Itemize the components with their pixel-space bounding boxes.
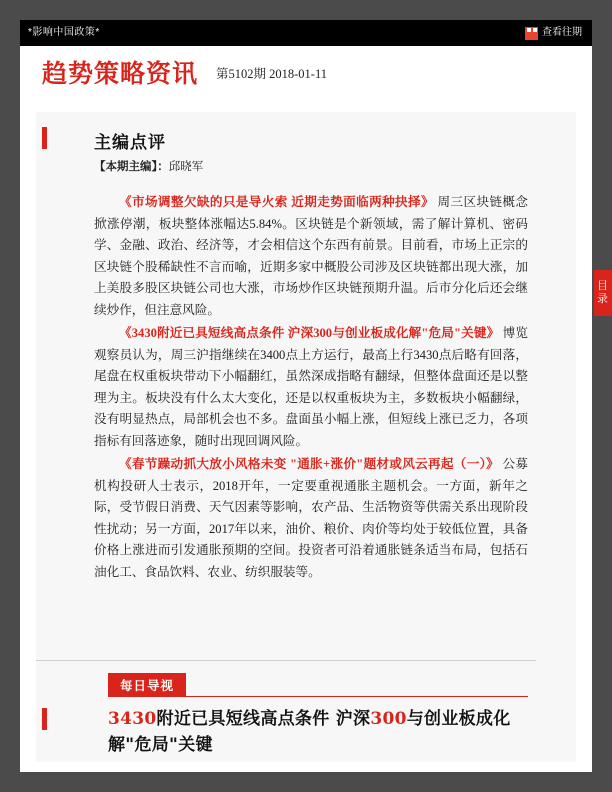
editor-byline xyxy=(94,158,203,174)
issue-info: 第5102期 2018-01-11 xyxy=(216,67,327,81)
qr-code-icon xyxy=(525,27,538,40)
article-paragraph xyxy=(94,454,528,583)
article-headline-link[interactable]: 《春节躁动抓大放小风格未变 "通胀+涨价"题材或风云再起（一）》 xyxy=(119,457,500,471)
article-paragraph xyxy=(94,323,528,452)
editor-name: 邱晓军 xyxy=(168,161,204,173)
headline-number: 3430 xyxy=(108,709,157,729)
headline-text: 附近已具短线高点条件 沪深 xyxy=(156,709,371,729)
past-issues-link[interactable] xyxy=(525,20,582,46)
editor-label: 【本期主编】： xyxy=(94,161,169,173)
headline-number: 300 xyxy=(370,709,407,729)
masthead xyxy=(20,46,592,104)
guide-divider xyxy=(36,660,536,661)
article-text: 公募机构投研人士表示，2018开年，一定要重视通胀主题机会。一方面，新年之际，受节假日消费、天气因素等影响，农产品、生活物资等供需关系出现阶段性扰动；另一方面，2017年以来，油价、粮价、肉价等均处于较低位置，具备价格上涨进而引发通胀预期的空间。投资者可沿着通胀链条适当布局，包括石油化工、食品饮料、农业、纺织服装等。 xyxy=(94,457,528,579)
catalog-tab[interactable]: 目录 xyxy=(594,270,612,316)
article-paragraph xyxy=(94,192,528,321)
article-text: 博览观察员认为，周三沪指继续在3400点上方运行，最高上行3430点后略有回落，尾盘在权重板块带动下小幅翻红，虽然深成指略有翻绿，但整体盘面还是以整理为主。板块没有什么太大变化，还是以权重板块为主，多数板块小幅翻绿，没有明显热点，局部机会也不多。盘面虽小幅上涨，但短线上涨已乏力，各项指标有回落迹象，随时出现回调风险。 xyxy=(94,326,528,448)
publication-title: 趋势策略资讯 xyxy=(42,59,199,88)
past-issues-label: 查看往期 xyxy=(542,27,582,38)
article-headline-link[interactable]: 《3430附近已具短线高点条件 沪深300与创业板成化解"危局"关键》 xyxy=(119,326,500,340)
section-accent-bar xyxy=(42,127,47,149)
daily-guide-headline[interactable] xyxy=(108,706,528,758)
article-text: 周三区块链概念掀涨停潮，板块整体涨幅达5.84%。区块链是个新领域，需了解计算机、密码学、金融、政治、经济等，才会相信这个东西有前景。目前看，市场上正宗的区块链个股稀缺性不言而喻，近期多家中概股公司涉及区块链都出现大涨，加上美股多股区块链公司也大涨，市场炒作区块链预期升温。后市分化后还会继续炒作，但注意风险。 xyxy=(94,195,528,317)
top-bar-slogan: *影响中国政策* xyxy=(28,27,100,38)
article-headline-link[interactable]: 《市场调整欠缺的只是导火索 近期走势面临两种抉择》 xyxy=(119,195,434,209)
page-title: 主编点评 xyxy=(94,133,166,153)
top-bar xyxy=(20,20,592,46)
daily-guide-tab: 每日导视 xyxy=(108,673,186,697)
daily-guide-rule xyxy=(108,696,528,697)
daily-guide-accent-bar xyxy=(42,708,47,730)
article-body xyxy=(94,192,528,585)
headline-text: 与创业板成化解"危局"关键 xyxy=(108,709,511,755)
